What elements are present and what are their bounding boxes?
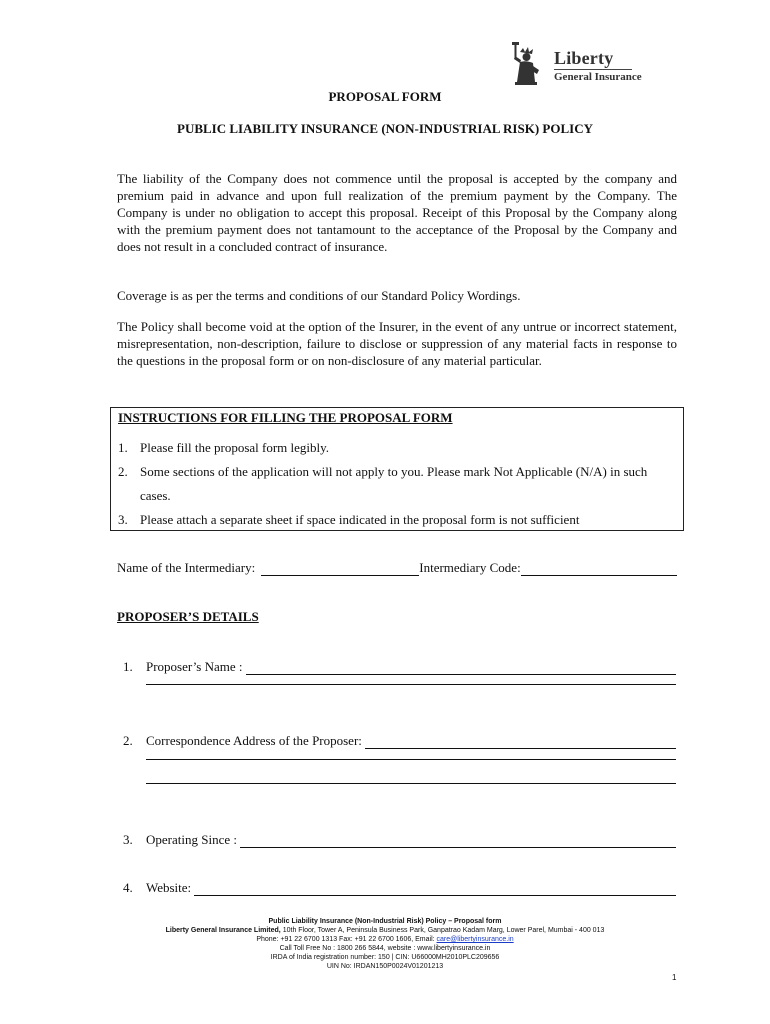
intermediary-name-field[interactable] [261,563,419,576]
field-number: 1. [123,659,133,674]
instruction-item [118,460,678,508]
footer [0,917,770,971]
logo-divider [554,69,632,70]
intermediary-code-field[interactable] [521,563,677,576]
correspondence-address-row [123,733,676,749]
proposer-details-heading: PROPOSER’S DETAILS [117,609,259,624]
void-policy-paragraph: The Policy shall become void at the option of the Insurer, in the event of any untrue or incorrect statement, misrepresentation, non-description, failure to disclose or suppression of any material facts in response to the questions in the proposal form or on non-disclosure of any material particular. [117,319,677,368]
correspondence-address-field[interactable] [365,736,676,749]
footer-title: Public Liability Insurance (Non-Industrial Risk) Policy – Proposal form [268,918,502,925]
correspondence-address-label: Correspondence Address of the Proposer: [146,733,362,748]
proposer-name-field[interactable] [246,662,676,675]
operating-since-row [123,832,676,848]
instructions-list [118,436,678,532]
intermediary-row [117,560,677,576]
instructions-box [110,407,684,531]
footer-company: Liberty General Insurance Limited, [165,927,281,934]
page-number: 1 [672,973,677,982]
policy-title: PUBLIC LIABILITY INSURANCE (NON-INDUSTRIAL RISK) POLICY [177,121,593,136]
website-field[interactable] [194,883,676,896]
correspondence-address-field-continuation[interactable] [146,783,676,784]
proposer-name-label: Proposer’s Name : [146,659,243,674]
field-number: 2. [123,733,133,748]
field-number: 4. [123,880,133,895]
proposer-name-row [123,659,676,675]
coverage-paragraph: Coverage is as per the terms and conditions of our Standard Policy Wordings. [117,288,521,303]
instruction-text: Please attach a separate sheet if space indicated in the proposal form is not sufficient [140,512,580,527]
footer-tollfree: Call Toll Free No : 1800 266 5844, website : www.libertyinsurance.in [279,945,491,952]
instructions-heading: INSTRUCTIONS FOR FILLING THE PROPOSAL FORM [118,410,453,425]
proposer-name-field-continuation[interactable] [146,684,676,685]
footer-email-link[interactable]: care@libertyinsurance.in [436,936,514,943]
website-label: Website: [146,880,192,895]
footer-address-line [0,926,770,935]
instruction-number: 3. [118,512,128,527]
intermediary-name-label: Name of the Intermediary: [117,560,256,575]
footer-uin: UIN No: IRDAN150P0024V01201213 [326,963,444,970]
intermediary-code-label: Intermediary Code: [419,560,521,575]
logo-subtitle-text: General Insurance [554,71,642,83]
company-logo [508,42,688,88]
logo-brand-text: Liberty [554,48,614,68]
field-number: 3. [123,832,133,847]
instruction-number: 2. [118,464,128,479]
form-title: PROPOSAL FORM [328,89,442,104]
footer-address: 10th Floor, Tower A, Peninsula Business Park, Ganpatrao Kadam Marg, Lower Parel, Mumbai - 400 013 [280,927,605,934]
footer-contact-line [0,935,770,944]
liability-paragraph: The liability of the Company does not commence until the proposal is accepted by the company and premium paid in advance and upon full realization of the premium payment by the Company. The Company is under no obligation to accept this proposal. Receipt of this Proposal by the Company along with the premium payment does not tantamount to the acceptance of the Proposal by the Company and does not result in a concluded contract of insurance. [117,171,677,254]
instruction-item [118,436,678,460]
website-row [123,880,676,896]
instruction-item [118,508,678,532]
liberty-statue-icon [508,42,546,86]
operating-since-label: Operating Since : [146,832,237,847]
instruction-number: 1. [118,440,128,455]
instruction-text: Some sections of the application will not apply to you. Please mark Not Applicable (N/A) in such cases. [140,464,648,503]
correspondence-address-field-continuation[interactable] [146,759,676,760]
operating-since-field[interactable] [240,835,676,848]
instruction-text: Please fill the proposal form legibly. [140,440,330,455]
footer-irda: IRDA of India registration number: 150 | CIN: U66000MH2010PLC209656 [270,954,500,961]
footer-phone: Phone: +91 22 6700 1313 Fax: +91 22 6700 1606, Email: [256,936,437,943]
